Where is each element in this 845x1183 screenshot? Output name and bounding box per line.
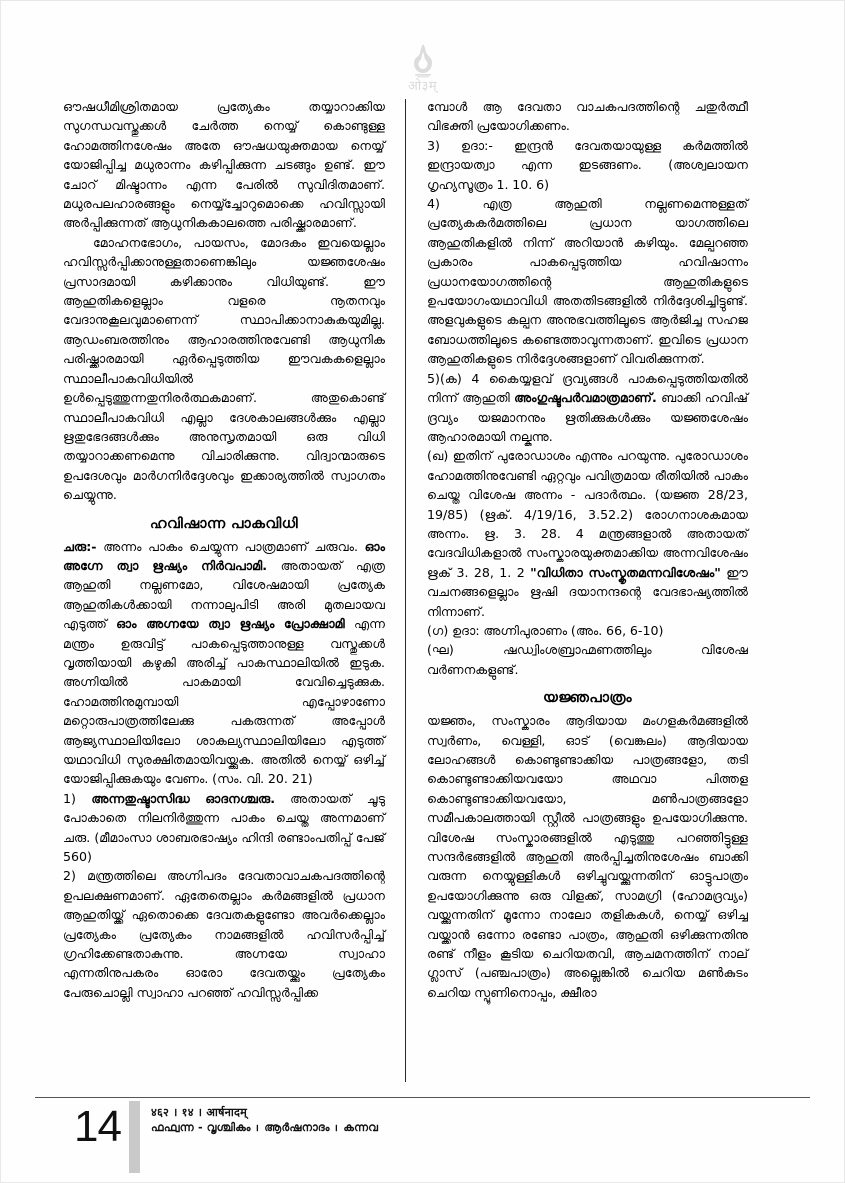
charu-definition-text: അന്നം പാകം ചെയ്യുന്ന പാത്രമാണ് ചരുവം.: [96, 538, 365, 554]
numbered-item-5c: [427, 621, 748, 640]
numbered-item-5-number: 5): [427, 370, 440, 386]
column-divider: [405, 99, 406, 1082]
numbered-item-2-text: മന്ത്രത്തിലെ അഗ്നിപദം ദേവതാവാചകപദത്തിന്റെ ഉപലക്ഷണമാണ്. ഏതേതെല്ലാം കർമങ്ങളിൽ പ്രധാന ആഹുതിയ്ക്ക് ഏതൊക്കെ ദേവതകളുണ്ടോ അവർക്കെല്ലാം പ്രത്യേകം പ്രത്യേകം നാമങ്ങളിൽ ഹവിസർപ്പിച്ച് ഗ്രഹിക്കേണ്ടതാകുന്നു. അഗ്നയേ സ്വാഹാ എന്നതിനുപകരം ഓരോ ദേവതയ്ക്കും പ്രത്യേകം പേരുചൊല്ലി സ്വാഹാ പറഞ്ഞ് ഹവിസ്സർപ്പിക്ക: [63, 868, 385, 1000]
numbered-item-4: [427, 194, 748, 369]
sub-item-d-label: (ഘ): [427, 642, 454, 658]
sub-item-b-quotation: "വിധിതാ സംസ്കൃതമന്നവിശേഷം": [530, 564, 721, 580]
sub-item-a-text-after: ബാക്കി ഹവിഷ് ദ്രവ്യം യജമാനനും ഋതിക്കുകൾക്കും യജ്ഞശേഷം ആഹാരമായി നല്കുന്നു.: [427, 390, 748, 444]
numbered-item-3: [427, 136, 748, 194]
section-heading-havishanna: ഹവിഷാന്ന പാകവിധി: [149, 515, 299, 532]
sub-item-d-text: ഷഡ്വിംശബ്രാഹ്മണത്തിലും വിശേഷ വർണനകളുണ്ട്.: [427, 642, 748, 677]
numbered-item-5d: [427, 640, 748, 679]
numbered-item-2: [63, 866, 385, 1002]
numbered-item-3-text: ഉദാ:- ഇന്ദ്രൻ ദേവതയായുള്ള കർമത്തിൽ ഇന്ദ്രായത്വാ എന്ന ഇടങ്ങണം. (അശ്വലായന ഗൃഹ്യസൂത്രം 1. 10. 6): [427, 137, 748, 192]
om-watermark: [1, 31, 844, 93]
sub-item-b-label: (ഖ): [427, 448, 449, 464]
numbered-item-4-number: 4): [427, 196, 440, 212]
mantra-two-explanation: എന്ന മന്ത്രം ഉരുവിട്ട് പാകപ്പെടുത്താനുള്ള വസ്തുക്കൾ വൃത്തിയായി കഴുകി അരിച്ച് പാകസ്ഥാലിയിൽ ഇടുക. അഗ്നിയിൽ പാകമായി വേവിച്ചെടുക്കുക. ഹോമത്തിനുമുമ്പായി എപ്പോഴാണോ മറ്റൊരുപാത്രത്തിലേക്കു പകരുന്നത് അപ്പോൾ ആജ്യസ്ഥാലിയിലോ ശാകല്യസ്ഥാലിയിലോ എടുത്ത് യഥാവിധി സുരക്ഷിതമായിവയ്ക്കുക. അതിൽ നെയ്യ് ഒഴിച്ച് യോജിപ്പിക്കുകയും വേണം. (സം. വി. 20. 21): [63, 616, 385, 787]
sub-item-a-bold: അംഗുഷ്ടപർവമാത്രമാണ്.: [514, 390, 657, 406]
footer-issue-line-malayalam: ഫഫ്വന്ന - വൃശ്ചികം । ആർഷനാദം । കന്നവ: [151, 1121, 379, 1134]
mantra-one: ഓം അഗ്നേ ത്വാ ഋഷ്യം നിർവപാമി.: [63, 538, 385, 573]
section-heading-yajnapatram: യജ്ഞപാത്രം: [543, 690, 632, 707]
numbered-item-1-text: അതായത് ചൂടു പോകാതെ നിലനിർത്തുന്ന പാകം ചെയ്ത അന്നമാണ് ചരു. (മീമാംസാ ശാബരഭാഷ്യം ഹിന്ദി രണ്ടാംപതിപ്പ് പേജ് 560): [63, 790, 386, 865]
footer-accent-bar: [129, 1101, 140, 1173]
paragraph-yajnapatram: യജ്ഞം, സംസ്കാരം ആദിയായ മംഗളകർമങ്ങളിൽ സ്വർണം, വെള്ളി, ഓട് (വെങ്കലം) ആദിയായ ലോഹങ്ങൾ കൊണ്ടുണ്ടാക്കിയ പാത്രങ്ങളോ, തടി കൊണ്ടുണ്ടാക്കിയവയോ അഥവാ പിത്തള കൊണ്ടുണ്ടാക്കിയവയോ, മൺപാത്രങ്ങളോ സമീപകാലത്തായി സ്റ്റീൽ പാത്രങ്ങളും ഉപയോഗിക്കുന്നു. വിശേഷ സംസ്കാരങ്ങളിൽ എടുത്തു പറഞ്ഞിട്ടുള്ള സന്ദർഭങ്ങളിൽ ആഹുതി അർപ്പിച്ചതിനുശേഷം ബാക്കി വരുന്ന നെയ്യുള്ളികൾ ഒഴിച്ചുവയ്ക്കുന്നതിന് ഓട്ടുപാത്രം ഉപയോഗിക്കുന്നു ഒരു വിളക്ക്, സാമഗ്രി (ഹോമദ്രവ്യം) വയ്ക്കുന്നതിന് മൂന്നോ നാലോ തളികകൾ, നെയ്യ് ഒഴിച്ച വയ്ക്കാൻ ഒന്നോ രണ്ടോ പാത്രം, ആഹുതി ഒഴിക്കുന്നതിനു രണ്ട് നീളം കൂടിയ ചെറിയതവി, ആചമനത്തിന് നാല് ഗ്ലാസ് (പഞ്ചപാത്രം) അല്ലെങ്കിൽ ചെറിയ മൺകുടം ചെറിയ സ്പൂണിനൊപ്പം, ക്ഷീരാ: [427, 713, 748, 1000]
paragraph-left-2: മോഹനഭോഗം, പായസം, മോദകം ഇവയെല്ലാം ഹവിസ്സർപ്പിക്കാനുള്ളതാണെങ്കിലും യജ്ഞശേഷം പ്രസാദമായി കഴിക്കാനും വിധിയുണ്ട്. ഈ ആഹുതികളെല്ലാം വളരെ നൂതനവും വേദാനുകൂലവുമാണെന്ന് സ്ഥാപിക്കാനാകുകയുമില്ല. ആഡംബരത്തിനും ആഹാരത്തിനുവേണ്ടി ആധുനിക പരിഷ്ക്കാരമായി ഏർപ്പെടുത്തിയ ഈവകകളെല്ലാം സ്ഥാലീപാകവിധിയിൽ ഉൾപ്പെടുത്തുന്നതുനിരർത്ഥകമാണ്. അതുകൊണ്ട് സ്ഥാലീപാകവിധി എല്ലാ ദേശകാലങ്ങൾക്കും എല്ലാ ഋതുഭേദങ്ങൾക്കും അനുസൃതമായി ഒരു വിധി തയ്യാറാക്കണമെന്നു വിചാരിക്കുന്നു. വിദ്വാന്മാരുടെ ഉപദേശവും മാർഗനിർദ്ദേശവും ഇക്കാര്യത്തിൽ സ്വാഗതം ചെയ്യുന്നു.: [63, 234, 385, 503]
footer-divider: [35, 1097, 810, 1098]
numbered-item-1: [63, 789, 385, 867]
numbered-item-4-text: എത്ര ആഹുതി നല്ലണമെന്നുള്ളത് പ്രത്യേകകർമത്തിലെ പ്രധാന യാഗത്തിലെ ആഹുതികളിൽ നിന്ന് അറിയാൻ കഴിയും. മേല്പറഞ്ഞ പ്രകാരം പാകപ്പെടുത്തിയ ഹവിഷാന്നം പ്രധാനയോഗത്തിന്റെ ആഹുതികളുടെ ഉപയോഗംയഥാവിധി അതതിടങ്ങളിൽ നിർദ്ദേശിച്ചിട്ടുണ്ട്. അളവുകളുടെ കല്പന അനുഭവത്തിലൂടെ ആർജിച്ച സഹജ ബോധത്തിലൂടെ കണ്ടെത്താവുന്നതാണ്. ഇവിടെ പ്രധാന ആഹുതികളുടെ നിർദ്ദേശങ്ങളാണ് വിവരിക്കുന്നത്.: [427, 196, 748, 367]
mantra-two: ഓം അഗ്നയേ ത്വാ ഋഷ്യം പ്രോക്ഷാമി: [116, 616, 345, 632]
numbered-item-1-number: 1): [63, 790, 76, 806]
paragraph-left-1: ഔഷധീമിശ്രിതമായ പ്രത്യേകം തയ്യാറാക്കിയ സുഗന്ധവസ്തുക്കൾ ചേർത്ത നെയ്യ് കൊണ്ടുള്ള ഹോമത്തിനശേഷം അതേ ഔഷധയുക്തമായ നെയ്യ് യോജിപ്പിച്ച മധുരാന്നം കഴിപ്പിക്കുന്ന ചടങ്ങും ഉണ്ട്. ഈ ചോറ് മിഷ്ടാന്നം എന്ന പേരിൽ സുവിദിതമാണ്. മധുരപലഹാരങ്ങളും നെയ്യ്ച്ചോറുമൊക്കെ ഹവിസ്സായി അർപ്പിക്കുന്നത് ആധുനികകാലത്തെ പരിഷ്ക്കാരമാണ്.: [63, 99, 385, 231]
sub-item-a-text-before: 4 കൈയ്യളവ് ദ്രവ്യങ്ങൾ പാകപ്പെടുത്തിയതിൽ നിന്ന് ആഹുതി: [427, 370, 748, 406]
charu-label: ചരു:-: [63, 538, 97, 554]
paragraph-right-continuation: മ്പോൾ ആ ദേവതാ വാചകപദത്തിന്റെ ചതുർത്ഥീ വിഭക്തി പ്രയോഗിക്കണം.: [427, 99, 748, 134]
numbered-item-5a: [427, 369, 748, 447]
mantra-one-explanation: അതായത് എത്ര ആഹുതി നല്ലണമോ, വിശേഷമായി പ്രത്യേക ആഹുതികൾക്കായി നന്നാലുപിടി അരി മുതലായവ എടുത്ത്: [63, 557, 385, 632]
left-column: [63, 97, 403, 1082]
sub-item-b-text-before: ഇതിന് പുരോഡാശം എന്നും പറയുന്നു. പുരോഡാശം ഹോമത്തിനുവേണ്ടി ഏറ്റവും പവിത്രമായ രീതിയിൽ പാകം ചെയ്ത വിശേഷ അന്നം - പദാർത്ഥം. (യജ്ഞ 28/23, 19/85) (ഋക്. 4/19/16, 3.52.2) രോഗനാശകമായ അന്നം. ഋ. 3. 28. 4 മന്ത്രങ്ങളാൽ അതായത് വേദവിധികളാൽ സംസ്കാരയുക്തമാക്കിയ അന്നവിശേഷം ഋക് 3. 28, 1. 2: [427, 448, 748, 580]
footer-issue-line-devanagari: ४६२ । १४ । आर्षनादम्: [151, 1106, 247, 1119]
sub-item-b-text-after: ഈ വചനങ്ങളെല്ലാം ഋഷി ദയാനന്ദന്റെ വേദഭാഷ്യത്തിൽ നിന്നാണ്.: [427, 564, 748, 619]
numbered-item-3-number: 3): [427, 137, 440, 153]
sub-item-c-text: ഉദാ: അഗ്നിപുരാണം (അം. 66, 6-10): [448, 622, 664, 638]
sub-item-a-label: (ക): [439, 370, 462, 386]
paragraph-charu-definition: [63, 537, 385, 789]
right-column: [408, 97, 748, 1082]
om-watermark-text: ओ३म्: [407, 79, 438, 94]
footer-text-block: [151, 1101, 378, 1135]
numbered-item-5b: [427, 446, 748, 621]
page-footer: [35, 1101, 535, 1181]
page-number: 14: [74, 1102, 121, 1151]
sub-item-c-label: (ഗ): [427, 622, 449, 638]
numbered-item-2-number: 2): [63, 868, 76, 884]
om-flame-icon: [408, 43, 438, 79]
article-body: [63, 97, 786, 1082]
numbered-item-1-bold: അന്നതുഷ്ടാസിദ്ധ ഓദനശ്ചരു.: [75, 790, 276, 806]
